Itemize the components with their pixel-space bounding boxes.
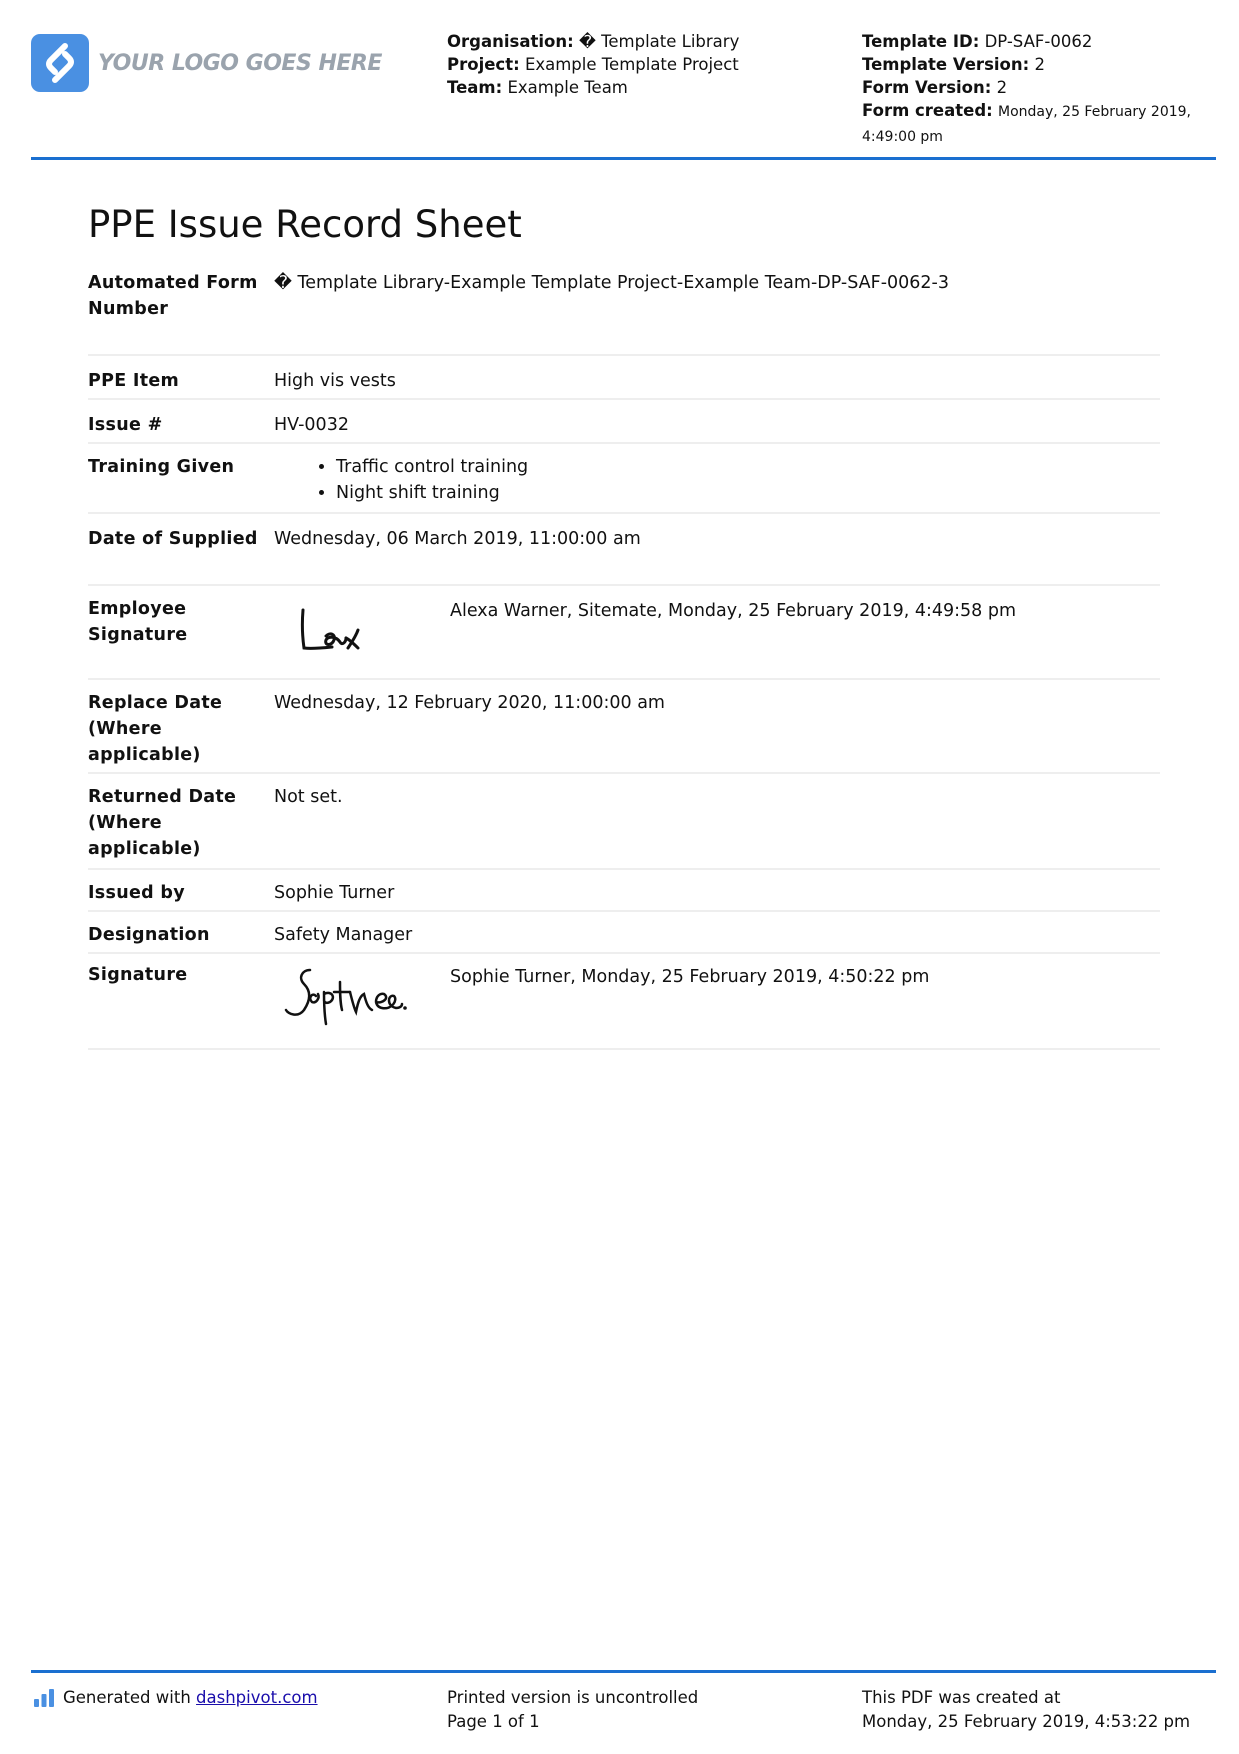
list-item: • Traffic control training: [336, 454, 1160, 480]
field-value: � Template Library-Example Template Project-Example Team-DP-SAF-0062-3: [274, 273, 949, 293]
field-row-designation: [88, 912, 1160, 954]
dashpivot-bars-icon: [33, 1688, 55, 1708]
organisation-line: [447, 30, 739, 53]
template-id-label: Template ID:: [862, 32, 980, 51]
field-label: Employee Signature: [88, 599, 188, 645]
organisation-value: � Template Library: [578, 32, 740, 51]
field-row-automated-form-number: [88, 268, 1160, 356]
form-created-value: Monday, 25 February 2019, 4:49:00 pm: [862, 104, 1191, 145]
field-row-employee-signature: [88, 586, 1160, 680]
employee-signature-image: [274, 596, 450, 666]
form-version-label: Form Version:: [862, 78, 992, 97]
field-row-issued-by: [88, 870, 1160, 912]
created-timestamp: Monday, 25 February 2019, 4:53:22 pm: [862, 1712, 1191, 1731]
form-created-line: [862, 99, 1212, 149]
field-value: [274, 452, 1160, 512]
footer-print-info: [447, 1686, 698, 1734]
field-value: Alexa Warner, Sitemate, Monday, 25 February 2019, 4:49:58 pm: [450, 601, 1017, 621]
field-label: Designation: [88, 925, 210, 945]
field-label: PPE Item: [88, 371, 180, 391]
field-row-replace-date: [88, 680, 1160, 774]
field-label: Returned Date (Where applicable): [88, 787, 237, 859]
organisation-label: Organisation:: [447, 32, 574, 51]
field-row-signature: [88, 954, 1160, 1050]
field-row-issue-number: [88, 400, 1160, 444]
field-row-returned-date: [88, 774, 1160, 870]
field-value: Sophie Turner: [274, 883, 395, 903]
field-value: Not set.: [274, 787, 343, 807]
field-label: Automated Form Number: [88, 273, 258, 319]
template-version-label: Template Version:: [862, 55, 1030, 74]
training-list: [274, 454, 1160, 506]
project-label: Project:: [447, 55, 520, 74]
page-title: PPE Issue Record Sheet: [88, 203, 522, 246]
template-id-value: DP-SAF-0062: [984, 32, 1093, 51]
template-version-value: 2: [1034, 55, 1045, 74]
team-label: Team:: [447, 78, 503, 97]
team-line: [447, 76, 739, 99]
project-value: Example Template Project: [524, 55, 739, 74]
dashpivot-link[interactable]: dashpivot.com: [196, 1688, 318, 1707]
field-label: Training Given: [88, 457, 235, 477]
page-number: Page 1 of 1: [447, 1712, 540, 1731]
field-label: Issue #: [88, 415, 163, 435]
list-item: • Night shift training: [336, 480, 1160, 506]
field-value: Wednesday, 06 March 2019, 11:00:00 am: [274, 529, 641, 549]
field-value: Wednesday, 12 February 2020, 11:00:00 am: [274, 693, 665, 713]
signature-block: [274, 960, 1160, 1048]
company-logo: [31, 34, 382, 92]
created-prefix: This PDF was created at: [862, 1688, 1061, 1707]
form-version-line: [862, 76, 1212, 99]
form-version-value: 2: [996, 78, 1008, 97]
uncontrolled-notice: Printed version is uncontrolled: [447, 1688, 699, 1707]
document-header: [0, 0, 1239, 160]
logo-mark-icon: [31, 34, 89, 92]
team-value: Example Team: [507, 78, 628, 97]
footer-created-info: [862, 1686, 1190, 1734]
logo-text: YOUR LOGO GOES HERE: [98, 50, 382, 76]
field-row-training-given: [88, 444, 1160, 514]
field-label: Issued by: [88, 883, 185, 903]
issuer-signature-image: [274, 962, 450, 1032]
header-divider: [31, 157, 1216, 160]
project-line: [447, 53, 739, 76]
form-created-label: Form created:: [862, 101, 993, 120]
template-version-line: [862, 53, 1212, 76]
field-value: High vis vests: [274, 371, 396, 391]
field-value: Safety Manager: [274, 925, 413, 945]
field-row-ppe-item: [88, 356, 1160, 400]
field-label: Signature: [88, 965, 188, 985]
template-info: [862, 30, 1212, 149]
signature-block: [274, 594, 1160, 678]
footer-generated: [33, 1686, 318, 1710]
form-fields: [88, 268, 1160, 1050]
project-info: [447, 30, 739, 99]
field-value: Sophie Turner, Monday, 25 February 2019, 4:50:22 pm: [450, 967, 930, 987]
footer-divider: [31, 1670, 1216, 1673]
field-row-date-supplied: [88, 514, 1160, 586]
template-id-line: [862, 30, 1212, 53]
field-value: HV-0032: [274, 415, 349, 435]
generated-prefix: Generated with: [63, 1688, 191, 1707]
field-label: Replace Date (Where applicable): [88, 693, 223, 765]
field-label: Date of Supplied: [88, 529, 258, 549]
